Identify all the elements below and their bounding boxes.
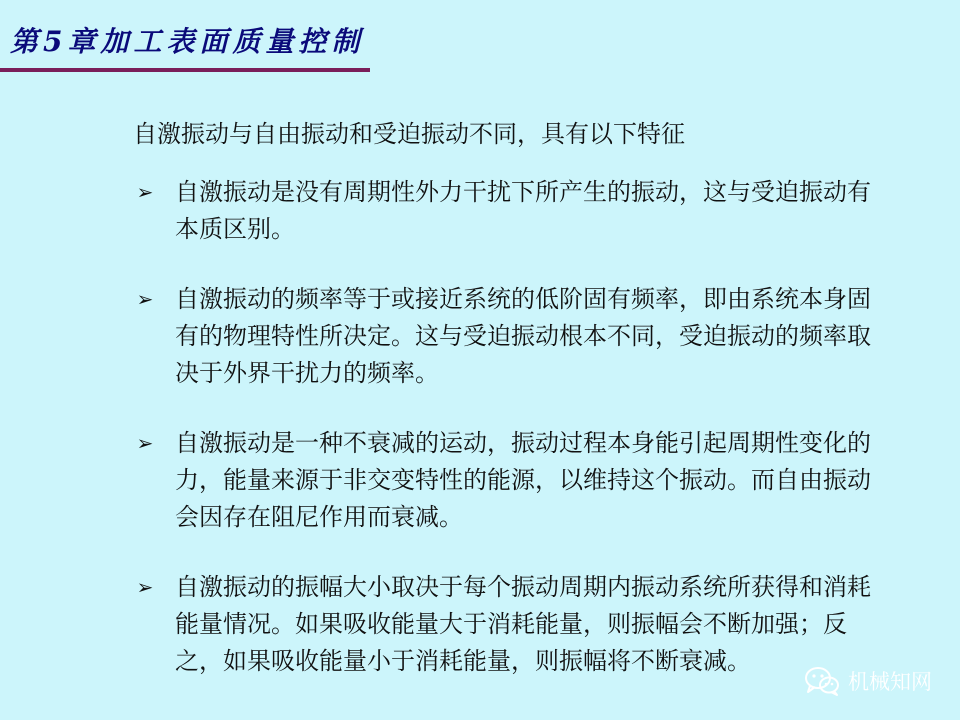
slide-content: [133, 116, 893, 713]
list-item-text: 自激振动的频率等于或接近系统的低阶固有频率，即由系统本身固有的物理特性所决定。这与受迫振动根本不同，受迫振动的频率取决于外界干扰力的频率。: [175, 285, 871, 387]
list-item-text: 自激振动是没有周期性外力干扰下所产生的振动，这与受迫振动有本质区别。: [175, 178, 871, 243]
list-item: [133, 425, 893, 536]
feature-list: [133, 174, 893, 680]
arrow-bullet-icon: ➢: [136, 431, 154, 455]
intro-text: 自激振动与自由振动和受迫振动不同，具有以下特征: [133, 120, 685, 148]
list-item: [133, 174, 893, 248]
watermark: [804, 666, 932, 696]
arrow-bullet-icon: ➢: [136, 575, 154, 599]
list-item-text: 自激振动是一种不衰减的运动，振动过程本身能引起周期性变化的力，能量来源于非交变特性的能源，以维持这个振动。而自由振动会因存在阻尼作用而衰减。: [175, 429, 871, 531]
title-divider: [0, 68, 370, 72]
list-item: [133, 569, 893, 680]
wechat-icon: [804, 666, 840, 696]
arrow-bullet-icon: ➢: [136, 180, 154, 204]
arrow-bullet-icon: ➢: [136, 287, 154, 311]
watermark-text: 机械知网: [848, 670, 932, 694]
list-item: [133, 281, 893, 392]
slide-title: 第5章加工表面质量控制: [10, 25, 365, 58]
list-item-text: 自激振动的振幅大小取决于每个振动周期内振动系统所获得和消耗能量情况。如果吸收能量大于消耗能量，则振幅会不断加强；反之，如果吸收能量小于消耗能量，则振幅将不断衰减。: [175, 573, 871, 675]
